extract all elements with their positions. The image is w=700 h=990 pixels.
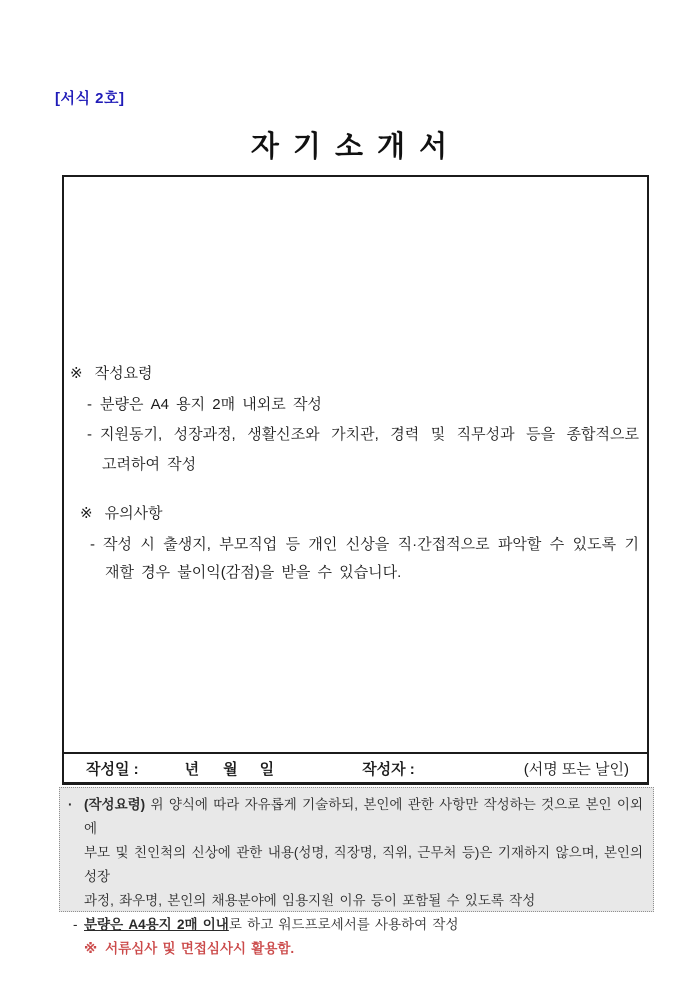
note-line4-rest: 로 하고 워드프로세서를 사용하여 작성 bbox=[228, 917, 459, 932]
guidelines-heading-text: 작성요령 bbox=[94, 365, 153, 382]
reference-mark-icon: ※ bbox=[84, 941, 98, 956]
note-line5-text: 서류심사 및 면접심사시 활용함. bbox=[105, 941, 295, 956]
cautions-heading bbox=[64, 503, 647, 525]
form-number-label: [서식 2호] bbox=[55, 90, 125, 107]
guidelines-item-volume bbox=[64, 394, 647, 416]
guidelines-item-volume-text: 분량은 A4 용지 2매 내외로 작성 bbox=[100, 396, 322, 413]
day-label: 일 bbox=[259, 760, 275, 778]
instructions-note-box bbox=[59, 787, 654, 956]
note-line-1 bbox=[60, 793, 653, 841]
self-introduction-writing-area bbox=[62, 175, 649, 785]
note-line-2: 부모 및 친인척의 신상에 관한 내용(성명, 직장명, 직위, 근무처 등)은 기재하지 않으며, 본인의 성장 bbox=[84, 845, 643, 884]
document-title: 자 기 소 개 서 bbox=[250, 131, 450, 163]
note-line-3: 과정, 좌우명, 본인의 채용분야에 임용지원 이유 등이 포함될 수 있도록 작성 bbox=[84, 893, 536, 908]
note-line4-bold-underline: 분량은 A4용지 2매 이내 bbox=[84, 917, 229, 932]
reference-mark-icon: ※ bbox=[70, 365, 83, 382]
guidelines-item-content-line2: 고려하여 작성 bbox=[102, 456, 197, 473]
dash-marker: - bbox=[90, 536, 95, 553]
guidelines-heading bbox=[64, 363, 647, 385]
cautions-heading-text: 유의사항 bbox=[104, 505, 163, 522]
year-label: 년 bbox=[184, 760, 200, 778]
dash-marker: - bbox=[87, 426, 92, 443]
note-line1-bold: (작성요령) bbox=[84, 797, 146, 812]
reference-mark-icon: ※ bbox=[80, 505, 93, 522]
note-line-4 bbox=[60, 913, 653, 937]
cautions-item-line2: 재할 경우 불이익(감점)을 받을 수 있습니다. bbox=[105, 564, 402, 581]
cautions-item-text1: 작성 시 출생지, 부모직업 등 개인 신상을 직·간접적으로 파악할 수 있도록 기 bbox=[103, 536, 639, 553]
note-line1-rest: 위 양식에 따라 자유롭게 기술하되, 본인에 관한 사항만 작성하는 것으로 본인 이외에 bbox=[84, 797, 643, 836]
note-line-5-red bbox=[60, 937, 653, 961]
bullet-dot-icon: · bbox=[68, 797, 73, 812]
cautions-item-line1 bbox=[64, 534, 647, 556]
signature-row bbox=[64, 752, 647, 782]
month-label: 월 bbox=[223, 760, 238, 778]
dash-marker: - bbox=[73, 917, 78, 932]
date-label: 작성일 : bbox=[86, 760, 139, 778]
dash-marker: - bbox=[87, 396, 92, 413]
guidelines-item-content-text1: 지원동기, 성장과정, 생활신조와 가치관, 경력 및 직무성과 등을 종합적으로 bbox=[100, 426, 639, 443]
author-label: 작성자 : bbox=[362, 760, 415, 778]
guidelines-item-content-line1 bbox=[64, 424, 647, 446]
signature-hint: (서명 또는 날인) bbox=[523, 760, 629, 778]
